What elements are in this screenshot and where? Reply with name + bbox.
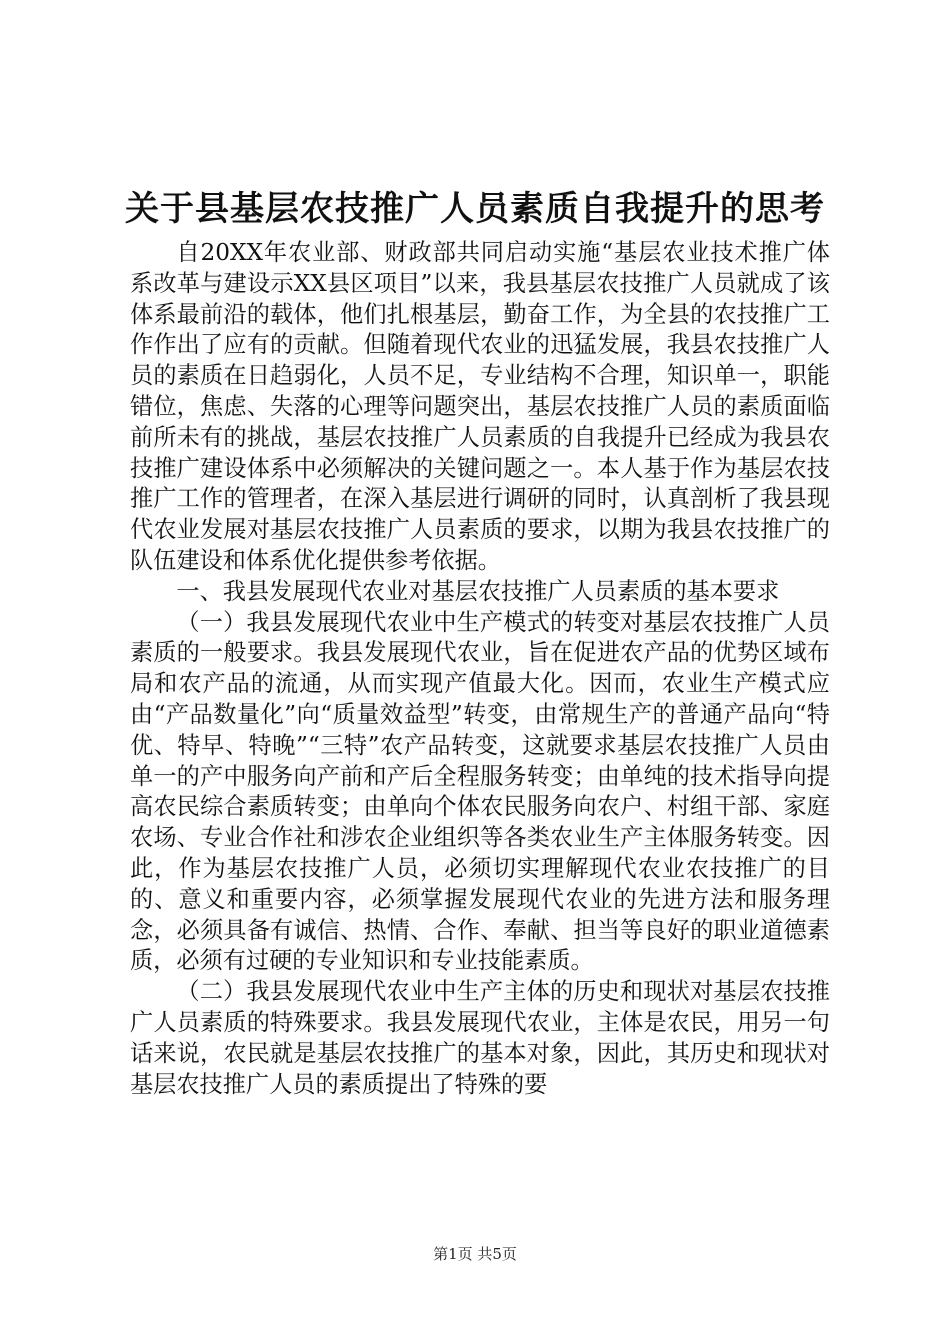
document-title: 关于县基层农技推广人员素质自我提升的思考 [125,189,825,229]
document-body [130,238,830,1100]
section-heading-1: 一、我县发展现代农业对基层农技推广人员素质的基本要求 [176,577,780,605]
paragraph-subsection-1: （一）我县发展现代农业中生产模式的转变对基层农技推广人员素质的一般要求。我县发展现代农业，旨在促进农产品的优势区域布局和农产品的流通，从而实现产值最大化。因而，农业生产模式应由“产品数量化”向“质量效益型”转变，由常规生产的普通产品向“特优、特早、特晚”“三特”农产品转变，这就要求基层农技推广人员由单一的产中服务向产前和产后全程服务转变；由单纯的技术指导向提高农民综合素质转变；由单向个体农民服务向农户、村组干部、家庭农场、专业合作社和涉农企业组织等各类农业生产主体服务转变。因此，作为基层农技推广人员，必须切实理解现代农业农技推广的目的、意义和重要内容，必须掌握发展现代农业的先进方法和服务理念，必须具备有诚信、热情、合作、奉献、担当等良好的职业道德素质，必须有过硬的专业知识和专业技能素质。 [130,608,830,975]
paragraph-subsection-2: （二）我县发展现代农业中生产主体的历史和现状对基层农技推广人员素质的特殊要求。我县发展现代农业，主体是农民，用另一句话来说，农民就是基层农技推广的基本对象，因此，其历史和现状对基层农技推广人员的素质提出了特殊的要 [130,978,830,1098]
page-footer: 第1页 共5页 [433,1245,517,1263]
paragraph-intro: 自20XX年农业部、财政部共同启动实施“基层农业技术推广体系改革与建设示XX县区项目”以来，我县基层农技推广人员就成了该体系最前沿的载体，他们扎根基层，勤奋工作，为全县的农技推广工作作出了应有的贡献。但随着现代农业的迅猛发展，我县农技推广人员的素质在日趋弱化，人员不足，专业结构不合理，知识单一，职能错位，焦虑、失落的心理等问题突出，基层农技推广人员的素质面临前所未有的挑战，基层农技推广人员素质的自我提升已经成为我县农技推广建设体系中必须解决的关键问题之一。本人基于作为基层农技推广工作的管理者，在深入基层进行调研的同时，认真剖析了我县现代农业发展对基层农技推广人员素质的要求，以期为我县农技推广的队伍建设和体系优化提供参考依据。 [130,239,830,574]
